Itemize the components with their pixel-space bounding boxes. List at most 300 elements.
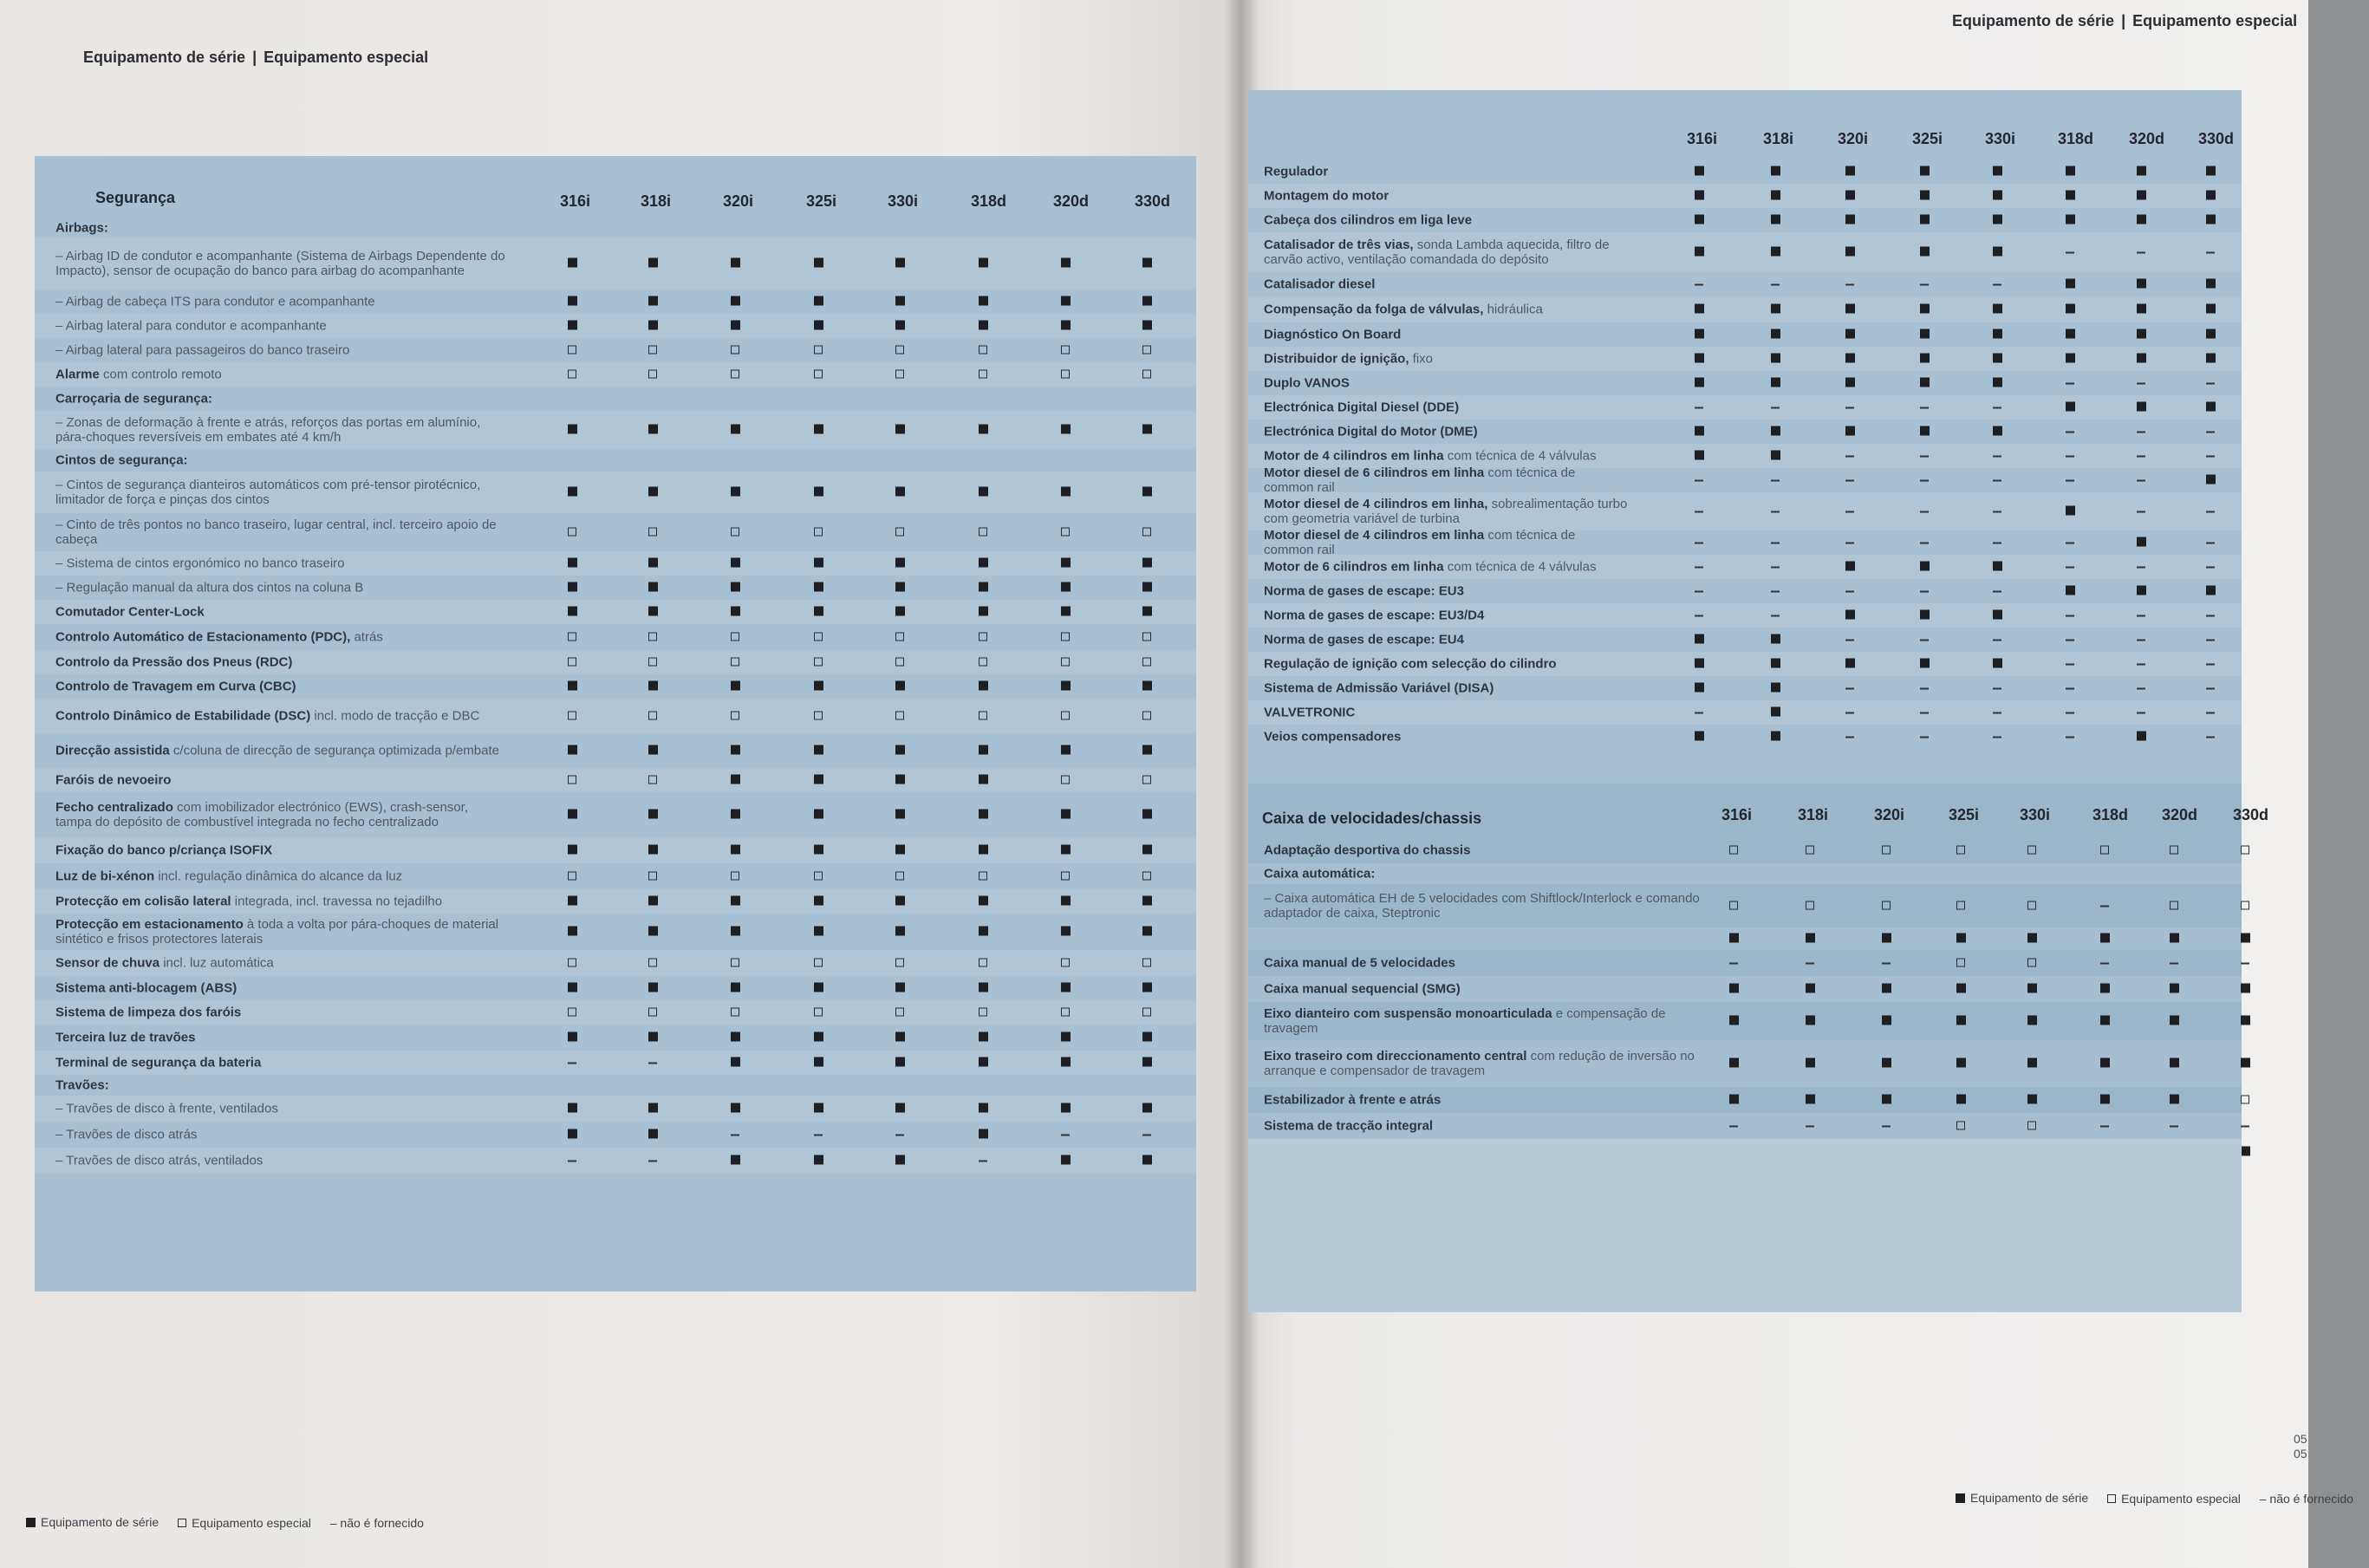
equipment-cell-316i [563, 843, 581, 858]
standard-equipment-icon [895, 425, 905, 434]
not-available-icon [1845, 712, 1854, 714]
equipment-cell-318i [644, 680, 661, 694]
row-label-detail: – Airbag de cabeça ITS para condutor e acompanhante [55, 294, 375, 309]
equipment-cell-330i [891, 773, 908, 788]
equipment-cell-330d [2202, 657, 2219, 672]
standard-equipment-icon [1061, 1103, 1071, 1113]
equipment-cell-330d [1138, 843, 1155, 858]
row-label [1264, 400, 1628, 415]
standard-equipment-icon [1061, 1155, 1071, 1165]
standard-equipment-icon [1142, 983, 1152, 992]
equipment-cell-320i [1841, 189, 1858, 204]
table-row [1248, 725, 2242, 749]
standard-equipment-icon [568, 296, 577, 306]
standard-equipment-icon [1061, 845, 1071, 855]
equipment-cell-330d [1138, 581, 1155, 595]
equipment-cell-325i [1916, 213, 1933, 228]
optional-equipment-icon [895, 1008, 904, 1017]
row-label-detail: – Cinto de três pontos no banco traseiro, lugar central, incl. terceiro apoio de cabeça [55, 517, 497, 547]
not-available-icon [2206, 511, 2215, 513]
standard-equipment-icon [1061, 927, 1071, 936]
standard-equipment-icon [1806, 984, 1815, 993]
equipment-cell-320i [1841, 536, 1858, 550]
standard-equipment-icon [2066, 304, 2075, 314]
equipment-cell-330i [1988, 425, 2006, 439]
equipment-cell-320d [1057, 709, 1074, 724]
row-label [1264, 1093, 1715, 1108]
standard-equipment-icon [568, 425, 577, 434]
standard-equipment-icon [2137, 329, 2146, 339]
equipment-cell-330d [1138, 1005, 1155, 1020]
standard-equipment-icon [979, 1129, 988, 1139]
row-label-detail: – Caixa automática EH de 5 velocidades com Shiftlock/Interlock e comando adaptador de caixa, Steptronic [1264, 891, 1700, 921]
not-available-icon [1771, 567, 1780, 569]
standard-equipment-icon [2137, 166, 2146, 176]
equipment-cell-330d [1138, 1031, 1155, 1045]
equipment-cell-330d [1138, 869, 1155, 884]
optional-equipment-icon [568, 712, 576, 720]
optional-equipment-icon [895, 346, 904, 355]
equipment-cell-320i [1841, 425, 1858, 439]
table-title: Segurança [95, 189, 176, 206]
optional-equipment-icon [648, 633, 657, 641]
standard-equipment-icon [1771, 659, 1780, 668]
standard-equipment-icon [814, 775, 823, 784]
not-available-icon [1695, 591, 1703, 593]
table-row [1248, 1002, 2242, 1040]
equipment-cell-320i [726, 869, 744, 884]
not-available-icon [2137, 511, 2145, 513]
standard-equipment-icon [1061, 745, 1071, 755]
equipment-cell-320d [1057, 981, 1074, 996]
row-label-bold: Norma de gases de escape: EU3/D4 [1264, 608, 1485, 623]
equipment-cell-316i [1690, 449, 1708, 464]
equipment-cell-318d [974, 869, 992, 884]
equipment-cell-318i [644, 1056, 661, 1070]
standard-equipment-icon [1806, 934, 1815, 943]
not-available-icon [1695, 712, 1703, 714]
standard-equipment-icon [731, 296, 740, 306]
standard-equipment-icon [731, 681, 740, 691]
standard-equipment-icon [1993, 215, 2002, 224]
standard-equipment-icon [1920, 304, 1930, 314]
standard-equipment-icon [568, 983, 577, 992]
row-label-bold: Airbags: [55, 220, 108, 236]
standard-equipment-icon [1806, 1095, 1815, 1104]
standard-equipment-icon [1993, 166, 2002, 176]
standard-equipment-icon [895, 681, 905, 691]
equipment-cell-316i [563, 319, 581, 334]
equipment-cell-320i [726, 368, 744, 382]
equipment-cell-316i [563, 808, 581, 823]
row-label-bold: Distribuidor de ignição, [1264, 351, 1409, 367]
equipment-cell-318d [2061, 352, 2079, 367]
equipment-cell-318d [974, 1154, 992, 1168]
table-row [1248, 1113, 2242, 1139]
equipment-cell-330d [2236, 1014, 2254, 1029]
standard-equipment-icon [648, 745, 658, 755]
equipment-cell-316i [563, 1056, 581, 1070]
table-row [1248, 272, 2242, 296]
standard-equipment-icon [979, 296, 988, 306]
equipment-cell-318d [974, 630, 992, 645]
equipment-cell-318i [644, 343, 661, 358]
equipment-cell-325i [810, 680, 827, 694]
not-available-icon [2137, 252, 2145, 254]
optional-equipment-icon [1806, 846, 1814, 855]
column-header-330d: 330d [2233, 806, 2269, 823]
row-label [55, 295, 506, 309]
table-row [1248, 884, 2242, 927]
standard-equipment-icon [1729, 984, 1739, 993]
equipment-cell-325i [810, 525, 827, 540]
equipment-cell-316i [563, 869, 581, 884]
not-available-icon [1920, 284, 1929, 286]
equipment-cell-330d [2202, 504, 2219, 519]
equipment-cell-320i [726, 680, 744, 694]
equipment-cell-318d [974, 895, 992, 909]
equipment-cell-316i [1690, 473, 1708, 488]
optional-equipment-icon [1142, 712, 1151, 720]
row-label [55, 605, 506, 620]
equipment-cell-320d [1057, 257, 1074, 271]
equipment-cell-330i [891, 295, 908, 309]
not-available-icon [2206, 252, 2215, 254]
equipment-cell-325i [1952, 1093, 1969, 1108]
standard-equipment-icon [814, 1057, 823, 1067]
equipment-cell-318i [644, 1031, 661, 1045]
standard-equipment-icon [568, 1032, 577, 1042]
equipment-cell-318d [974, 808, 992, 823]
equipment-cell-330d [2202, 189, 2219, 204]
standard-equipment-icon [2137, 279, 2146, 289]
equipment-cell-330d [1138, 423, 1155, 438]
not-available-icon [568, 1161, 576, 1162]
equipment-cell-330i [2023, 932, 2040, 947]
equipment-cell-320i [726, 1154, 744, 1168]
row-label [1264, 189, 1628, 204]
optional-equipment-icon [979, 528, 987, 537]
standard-equipment-icon [895, 745, 905, 755]
equipment-cell-320i [726, 525, 744, 540]
equipment-cell-320i [726, 630, 744, 645]
equipment-cell-320i [1878, 932, 1895, 947]
equipment-cell-330i [1988, 560, 2006, 575]
equipment-cell-320d [2165, 899, 2183, 914]
equipment-cell-320i [1841, 328, 1858, 342]
standard-equipment-icon [1845, 426, 1855, 436]
standard-equipment-icon [2206, 166, 2216, 176]
not-available-icon [2206, 567, 2215, 569]
equipment-cell-316i [1690, 213, 1708, 228]
standard-equipment-icon [1956, 1016, 1966, 1025]
row-label-bold: Travões: [55, 1077, 109, 1093]
equipment-cell-318d [974, 1031, 992, 1045]
row-label [55, 415, 506, 445]
equipment-cell-330i [1988, 376, 2006, 391]
row-label-detail: – Travões de disco à frente, ventilados [55, 1101, 278, 1116]
column-header-330i: 330i [2020, 806, 2051, 823]
equipment-cell-330i [1988, 633, 2006, 647]
row-label-bold: Regulador [1264, 164, 1329, 179]
standard-equipment-icon [1920, 329, 1930, 339]
standard-equipment-icon [1993, 329, 2002, 339]
equipment-cell-320d [2165, 1057, 2183, 1071]
standard-equipment-icon [895, 1057, 905, 1067]
not-available-icon [1695, 407, 1703, 409]
equipment-cell-330i [2023, 956, 2040, 971]
standard-equipment-icon [1061, 425, 1071, 434]
standard-equipment-icon [2066, 354, 2075, 363]
column-header-320i: 320i [1838, 130, 1869, 147]
standard-equipment-icon [1061, 487, 1071, 497]
equipment-cell-318i [644, 1005, 661, 1020]
standard-equipment-icon [2100, 1058, 2110, 1068]
equipment-cell-318i [1801, 1014, 1819, 1029]
equipment-cell-320d [1057, 368, 1074, 382]
row-label [1264, 657, 1628, 672]
equipment-cell-320i [1878, 1014, 1895, 1029]
equipment-cell-330i [891, 709, 908, 724]
equipment-cell-316i [563, 773, 581, 788]
standard-equipment-icon [568, 1103, 577, 1113]
standard-equipment-icon [2066, 191, 2075, 200]
equipment-cell-320i [1841, 657, 1858, 672]
equipment-cell-330i [891, 1031, 908, 1045]
optional-equipment-icon [814, 712, 823, 720]
equipment-cell-318d [2061, 303, 2079, 317]
equipment-cell-318i [644, 295, 661, 309]
standard-equipment-icon [2027, 1095, 2037, 1104]
optional-equipment-icon [1956, 1122, 1965, 1130]
equipment-cell-330i [1988, 303, 2006, 317]
optional-equipment-icon [731, 959, 739, 967]
equipment-cell-316i [1690, 584, 1708, 599]
not-available-icon [2137, 383, 2145, 385]
equipment-cell-318i [644, 709, 661, 724]
standard-equipment-icon [1845, 215, 1855, 224]
standard-equipment-icon [895, 927, 905, 936]
standard-equipment-icon [648, 681, 658, 691]
optional-equipment-icon [895, 712, 904, 720]
row-label-detail: com técnica de 4 válvulas [1443, 559, 1597, 575]
equipment-cell-325i [810, 1154, 827, 1168]
row-label-bold: Eixo dianteiro com suspensão monoarticulada [1264, 1006, 1552, 1021]
equipment-cell-330i [2023, 1014, 2040, 1029]
equipment-cell-320i [1841, 608, 1858, 623]
row-label-detail: c/coluna de direcção de segurança optimizada p/embate [169, 743, 499, 758]
table-row [1248, 208, 2242, 232]
standard-equipment-icon [2027, 1016, 2037, 1025]
not-available-icon [1771, 511, 1780, 513]
equipment-cell-320d [1057, 744, 1074, 758]
equipment-cell-316i [1690, 328, 1708, 342]
equipment-cell-325i [810, 808, 827, 823]
not-available-icon [1845, 480, 1854, 482]
equipment-cell-325i [810, 655, 827, 670]
equipment-cell-320i [726, 925, 744, 940]
table-row [1248, 1040, 2242, 1087]
equipment-cell-330d [2202, 449, 2219, 464]
equipment-cell-330i [891, 655, 908, 670]
standard-equipment-icon [1695, 378, 1704, 387]
standard-equipment-icon [1695, 659, 1704, 668]
equipment-cell-320d [1057, 1056, 1074, 1070]
row-label [55, 1128, 506, 1142]
not-available-icon [2066, 456, 2074, 458]
standard-equipment-icon [814, 487, 823, 497]
standard-equipment-icon [1771, 683, 1780, 693]
optional-equipment-icon [895, 872, 904, 881]
equipment-cell-325i [810, 556, 827, 571]
equipment-cell-330i [891, 895, 908, 909]
equipment-cell-330d [2202, 352, 2219, 367]
table-row [35, 792, 1196, 837]
standard-equipment-icon [1993, 378, 2002, 387]
row-label-bold: Veios compensadores [1264, 729, 1402, 745]
optional-equipment-icon [648, 1008, 657, 1017]
equipment-cell-320d [1057, 655, 1074, 670]
row-label-bold: Fixação do banco p/criança ISOFIX [55, 843, 273, 858]
optional-equipment-icon [814, 872, 823, 881]
standard-equipment-icon [1142, 296, 1152, 306]
not-available-icon [1993, 284, 2001, 286]
equipment-cell-320d [1057, 808, 1074, 823]
standard-equipment-icon [814, 896, 823, 906]
standard-equipment-icon [1845, 329, 1855, 339]
standard-equipment-icon [814, 296, 823, 306]
equipment-cell-318d [974, 525, 992, 540]
equipment-cell-330d [2202, 376, 2219, 391]
equipment-cell-330i [891, 981, 908, 996]
standard-equipment-icon [648, 1129, 658, 1139]
equipment-cell-330d [1138, 1102, 1155, 1116]
standard-equipment-icon [895, 582, 905, 592]
standard-equipment-icon [648, 296, 658, 306]
optional-equipment-icon [979, 658, 987, 667]
not-available-icon [2066, 737, 2074, 738]
standard-equipment-icon [2206, 215, 2216, 224]
optional-equipment-icon [979, 370, 987, 379]
row-label-bold: Controlo Dinâmico de Estabilidade (DSC) [55, 708, 311, 724]
equipment-cell-316i [563, 525, 581, 540]
equipment-cell-318i [1801, 1057, 1819, 1071]
table-row [35, 314, 1196, 338]
equipment-cell-325i [1952, 1119, 1969, 1134]
standard-equipment-icon [814, 845, 823, 855]
equipment-cell-325i [1916, 303, 1933, 317]
equipment-cell-318d [2096, 899, 2113, 914]
standard-equipment-icon [2100, 1095, 2110, 1104]
standard-equipment-icon [1882, 1058, 1891, 1068]
equipment-cell-318d [974, 843, 992, 858]
equipment-cell-330i [891, 605, 908, 620]
optional-equipment-icon [1061, 658, 1070, 667]
equipment-cell-318d [974, 655, 992, 670]
standard-equipment-icon [2206, 279, 2216, 289]
equipment-cell-330d [2236, 1057, 2254, 1071]
row-label [55, 630, 506, 645]
not-available-icon [2066, 640, 2074, 641]
standard-equipment-icon [814, 607, 823, 616]
standard-equipment-icon [1729, 1058, 1739, 1068]
row-label [55, 981, 506, 996]
equipment-cell-318i [644, 1128, 661, 1142]
row-label-detail: com técnica de common rail [1264, 528, 1576, 557]
equipment-cell-330d [1138, 744, 1155, 758]
equipment-cell-318d [2061, 189, 2079, 204]
not-available-icon [2137, 456, 2145, 458]
equipment-cell-330i [891, 343, 908, 358]
equipment-cell-318d [2061, 277, 2079, 292]
equipment-cell-325i [1952, 956, 1969, 971]
equipment-cell-318i [1767, 706, 1784, 720]
equipment-cell-318i [1767, 560, 1784, 575]
standard-equipment-icon [568, 845, 577, 855]
equipment-cell-325i [1916, 189, 1933, 204]
table-row [1248, 676, 2242, 700]
equipment-cell-318d [974, 1056, 992, 1070]
standard-equipment-icon [1993, 354, 2002, 363]
standard-equipment-icon [1920, 215, 1930, 224]
standard-equipment-icon [1771, 354, 1780, 363]
equipment-cell-325i [810, 1005, 827, 1020]
equipment-cell-318i [1767, 376, 1784, 391]
equipment-cell-316i [1725, 843, 1742, 858]
equipment-cell-320d [1057, 581, 1074, 595]
standard-equipment-icon [979, 487, 988, 497]
optional-equipment-icon [568, 528, 576, 537]
standard-equipment-icon [1956, 1095, 1966, 1104]
equipment-cell-320d [2132, 536, 2150, 550]
equipment-cell-316i [1690, 536, 1708, 550]
row-label-bold: Caixa manual de 5 velocidades [1264, 955, 1455, 971]
standard-equipment-icon [2137, 537, 2146, 547]
table-row [35, 1000, 1196, 1025]
table-row [1248, 628, 2242, 652]
standard-equipment-icon [895, 1032, 905, 1042]
equipment-cell-316i [1725, 956, 1742, 971]
equipment-cell-318d [2061, 425, 2079, 439]
standard-equipment-icon [814, 582, 823, 592]
standard-equipment-icon [648, 896, 658, 906]
equipment-cell-320d [2132, 633, 2150, 647]
row-label-detail: e compensação de travagem [1264, 1006, 1666, 1036]
not-available-icon [2100, 1126, 2109, 1128]
equipment-cell-320i [1841, 376, 1858, 391]
not-available-icon [2066, 383, 2074, 385]
standard-equipment-icon [1142, 745, 1152, 755]
column-header-320i: 320i [1874, 806, 1905, 823]
standard-equipment-icon [2170, 1095, 2179, 1104]
column-header-325i: 325i [1949, 806, 1980, 823]
equipment-cell-325i [1916, 328, 1933, 342]
equipment-cell-316i [563, 1154, 581, 1168]
optional-equipment-icon [1882, 846, 1891, 855]
optional-equipment-icon [814, 528, 823, 537]
standard-equipment-icon [731, 582, 740, 592]
equipment-cell-320d [1057, 843, 1074, 858]
not-available-icon [1920, 640, 1929, 641]
equipment-cell-320d [1057, 895, 1074, 909]
standard-equipment-icon [1061, 321, 1071, 330]
legend-optional [178, 1516, 311, 1530]
equipment-cell-330d [2202, 328, 2219, 342]
equipment-cell-316i [563, 1031, 581, 1045]
equipment-cell-318i [644, 630, 661, 645]
column-header-318i: 318i [641, 192, 672, 210]
table-row [1248, 347, 2242, 371]
